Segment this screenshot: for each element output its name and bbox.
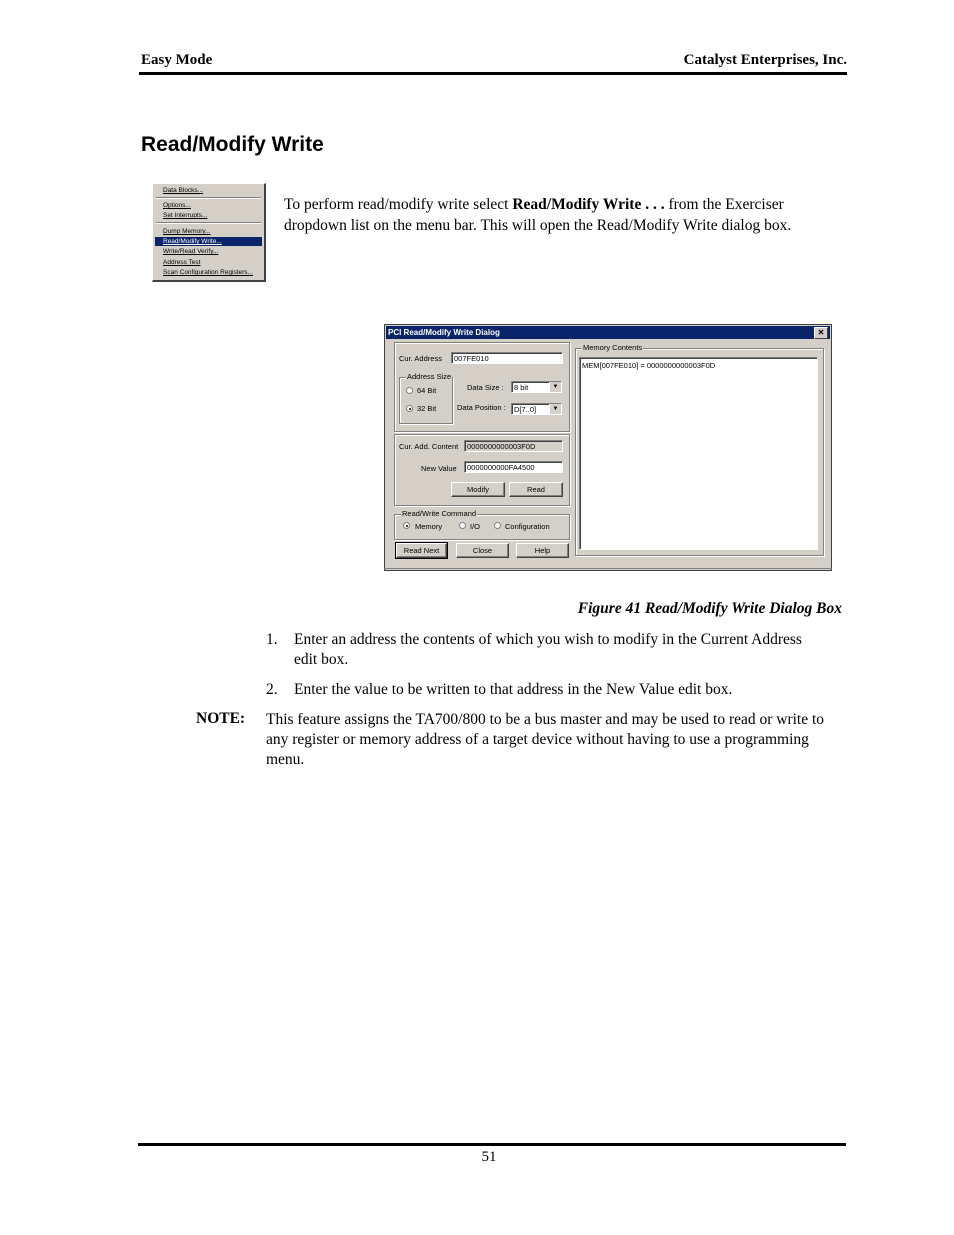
menu-item-address-test[interactable]: Address Test [163, 259, 201, 266]
configuration-radio[interactable] [494, 522, 501, 529]
menu-item-dump-memory[interactable]: Dump Memory... [163, 228, 211, 235]
menu-item-read-modify-write[interactable]: Read/Modify Write... [155, 237, 262, 246]
cur-add-content-field: 0000000000003F0D [464, 440, 563, 452]
new-value-label: New Value [421, 464, 457, 473]
data-position-select[interactable] [511, 403, 562, 415]
help-button[interactable]: Help [516, 543, 569, 558]
menu-item-data-blocks[interactable]: Data Blocks... [163, 187, 204, 194]
read-modify-write-dialog [384, 324, 832, 571]
figure-caption: Figure 41 Read/Modify Write Dialog Box [577, 600, 842, 617]
read-button[interactable]: Read [509, 482, 563, 497]
bit64-radio[interactable] [406, 387, 413, 394]
menu-item-options[interactable]: Options... [163, 202, 191, 209]
bit32-radio[interactable] [406, 405, 413, 412]
list-item [266, 680, 846, 700]
io-radio[interactable] [459, 522, 466, 529]
memory-contents-line: MEM[007FE010] = 0000000000003F0D [582, 361, 716, 370]
note-text: This feature assigns the TA700/800 to be a bus master and may be used to read or write to any register or memory address of a target device without having to use a programming menu. [266, 711, 825, 768]
footer-rule [138, 1143, 846, 1146]
close-icon[interactable]: ✕ [814, 327, 828, 339]
memory-radio[interactable] [403, 522, 410, 529]
data-size-value: 8 bit [514, 383, 529, 392]
list-item [266, 630, 846, 670]
intro-text: To perform read/modify write select [284, 196, 513, 213]
data-position-label: Data Position : [457, 403, 506, 412]
menu-item-write-read-verify[interactable]: Write/Read Verify... [163, 248, 219, 255]
page-number: 51 [481, 1149, 497, 1165]
bit32-label: 32 Bit [417, 404, 437, 413]
intro-menu-command: Read/Modify Write . . . [512, 196, 665, 213]
configuration-label: Configuration [505, 522, 550, 531]
chevron-down-icon: ▼ [549, 382, 561, 392]
menu-item-scan-config-registers[interactable]: Scan Configuration Registers... [163, 269, 253, 276]
list-item-text: Enter an address the contents of which you wish to modify in the Current Address edit box. [294, 631, 802, 668]
list-item-text: Enter the value to be written to that address in the New Value edit box. [294, 681, 733, 698]
chevron-down-icon: ▼ [549, 404, 561, 414]
header-rule [139, 72, 847, 75]
running-header-left: Easy Mode [141, 52, 213, 68]
rw-command-title: Read/Write Command [402, 509, 477, 518]
cur-address-input[interactable]: 007FE010 [451, 352, 563, 364]
section-title: Read/Modify Write [141, 133, 324, 156]
new-value-input[interactable]: 0000000000FA4500 [464, 461, 563, 473]
menu-separator [156, 197, 261, 199]
cur-address-label: Cur. Address [399, 354, 442, 363]
list-item-number: 1. [266, 631, 278, 648]
memory-contents-list[interactable] [579, 357, 818, 550]
read-next-button[interactable]: Read Next [396, 543, 447, 558]
intro-text-end: from the Exerciser dropdown list on the menu bar. This will open the Read/Modify Write dialog box. [284, 196, 792, 234]
address-size-title: Address Size [407, 372, 452, 381]
data-position-value: D[7..0] [514, 405, 537, 414]
dialog-bottom-edge [384, 568, 832, 573]
dialog-titlebar [386, 326, 830, 339]
list-item-number: 2. [266, 681, 278, 698]
intro-paragraph [284, 195, 844, 236]
address-size-group [399, 372, 453, 424]
dialog-title: PCI Read/Modify Write Dialog [388, 328, 500, 337]
data-size-label: Data Size : [467, 383, 504, 392]
bit64-label: 64 Bit [417, 386, 437, 395]
memory-label: Memory [415, 522, 443, 531]
menu-item-set-interrupts[interactable]: Set Interrupts... [163, 212, 208, 219]
io-label: I/O [470, 522, 481, 531]
close-button[interactable]: Close [456, 543, 509, 558]
modify-button[interactable]: Modify [451, 482, 505, 497]
running-header-right: Catalyst Enterprises, Inc. [683, 52, 847, 68]
exerciser-menu [152, 183, 266, 282]
menu-separator [156, 222, 261, 224]
cur-add-content-label: Cur. Add. Content [399, 442, 459, 451]
memory-contents-title: Memory Contents [583, 343, 643, 352]
note-label: NOTE: [196, 710, 246, 727]
data-size-select[interactable] [511, 381, 562, 393]
